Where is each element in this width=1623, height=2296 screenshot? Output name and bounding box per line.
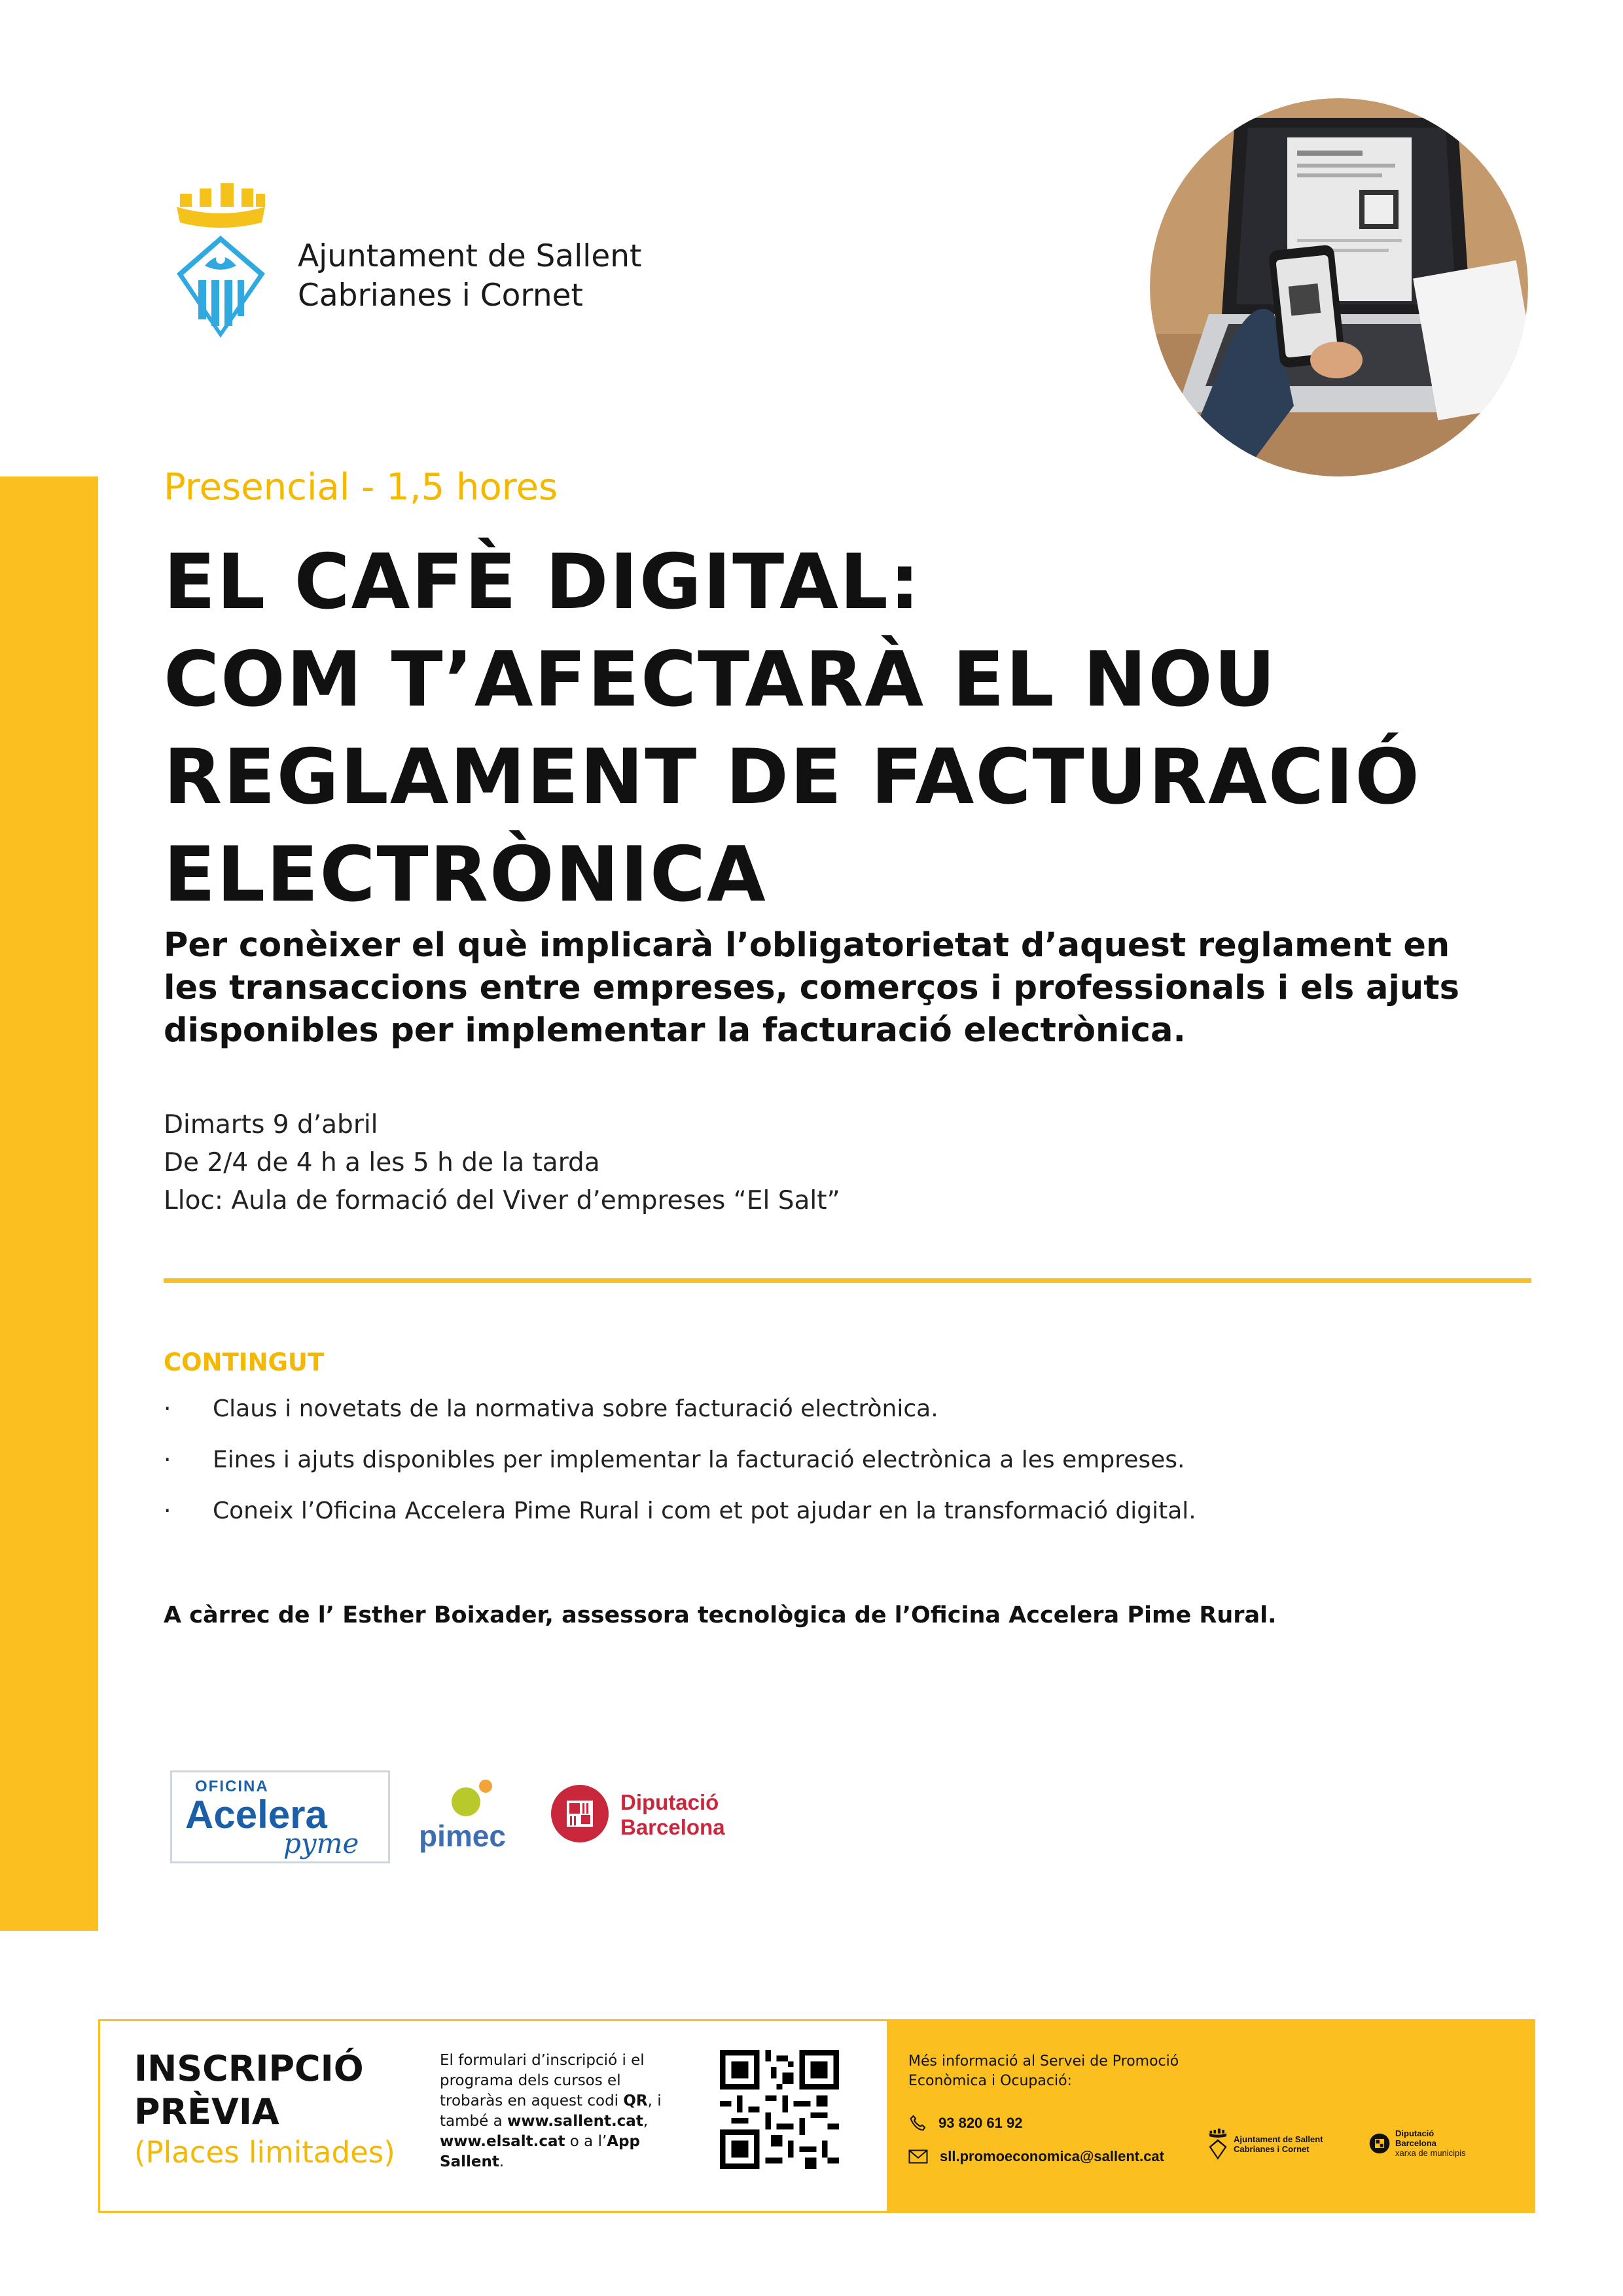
diputacio-seal-icon (550, 1784, 610, 1844)
org-name-line1: Ajuntament de Sallent (298, 238, 642, 274)
phone-number: 93 820 61 92 (938, 2115, 1023, 2131)
form-qr-word: QR (623, 2092, 648, 2109)
registration-title-line1: INSCRIPCIÓ (134, 2048, 364, 2089)
bullet-icon: · (164, 1446, 171, 1473)
form-text: El formulari d’inscripció i el programa dels cursos el trobaràs en aquest codi (440, 2052, 645, 2109)
mini-ajuntament-text (1234, 2134, 1323, 2154)
event-title (164, 533, 1538, 924)
phone-icon (908, 2114, 927, 2132)
mini-crest-icon (1207, 2128, 1228, 2160)
sallent-link[interactable]: www.sallent.cat (507, 2113, 643, 2130)
registration-instructions (440, 2051, 682, 2172)
form-text: . (499, 2153, 505, 2170)
event-place: Lloc: Aula de formació del Viver d’empreses “El Salt” (164, 1186, 840, 1215)
mini-dip-line3: xarxa de municipis (1395, 2148, 1466, 2158)
acelera-pyme-logo (170, 1770, 390, 1863)
email-address: sll.promoeconomica@sallent.cat (940, 2148, 1164, 2164)
diputacio-line1: Diputació (620, 1790, 719, 1814)
pimec-dots-icon (445, 1777, 504, 1818)
modality-label: Presencial - 1,5 hores (164, 466, 558, 509)
org-name (298, 237, 641, 315)
bullet-icon: · (164, 1498, 171, 1524)
diputacio-text (620, 1790, 725, 1840)
diputacio-barcelona-logo (550, 1784, 733, 1849)
presenter-line: A càrrec de l’ Esther Boixader, assessora tecnològica de l’Oficina Accelera Pime Rural. (164, 1602, 1277, 1628)
pyme-text: pyme (283, 1827, 359, 1859)
list-item (164, 1498, 1196, 1549)
event-date: Dimarts 9 d’abril (164, 1110, 378, 1139)
list-item (164, 1446, 1196, 1498)
list-item-text: Claus i novetats de la normativa sobre facturació electrònica. (213, 1395, 938, 1422)
left-yellow-band (0, 476, 98, 1931)
form-text: o a l’ (565, 2133, 607, 2150)
title-line: REGLAMENT DE FACTURACIÓ (164, 733, 1421, 821)
acelera-oficina-text: OFICINA (195, 1778, 269, 1795)
mini-diputacio-text (1395, 2128, 1466, 2158)
mini-diputacio-logo (1369, 2128, 1466, 2158)
registration-qr-code[interactable] (720, 2050, 839, 2169)
mini-aj-line2: Cabrianes i Cornet (1234, 2144, 1310, 2154)
mini-ajuntament-logo (1207, 2128, 1323, 2160)
event-details (164, 1106, 840, 1220)
registration-title (134, 2047, 364, 2134)
mini-diputacio-seal-icon (1369, 2133, 1390, 2154)
list-item-text: Eines i ajuts disponibles per implementar la facturació electrònica a les empreses. (213, 1446, 1185, 1473)
title-line: ELECTRÒNICA (164, 831, 767, 919)
lead-line: Per conèixer el què implicarà l’obligatorietat d’aquest reglament en (164, 926, 1450, 965)
registration-title-line2: PRÈVIA (134, 2091, 279, 2132)
bullet-icon: · (164, 1395, 171, 1422)
pimec-logo (419, 1777, 517, 1862)
lead-line: les transaccions entre empreses, comerços i professionals i els ajuts (164, 969, 1459, 1007)
phone-contact[interactable] (908, 2114, 1022, 2132)
mail-icon (908, 2149, 928, 2164)
event-lead (164, 924, 1505, 1052)
acelera-text: Acelera (185, 1793, 327, 1837)
content-list (164, 1395, 1196, 1549)
sallent-crest-icon (173, 182, 268, 339)
org-name-line2: Cabrianes i Cornet (298, 278, 583, 314)
content-heading: CONTINGUT (164, 1348, 325, 1376)
list-item (164, 1395, 1196, 1446)
more-info-text: Més informació al Servei de Promoció Econòmica i Ocupació: (908, 2053, 1179, 2089)
app-sallent-text: App Sallent (440, 2133, 641, 2170)
section-divider (164, 1278, 1531, 1283)
mini-dip-line2: Barcelona (1395, 2138, 1436, 2148)
list-item-text: Coneix l’Oficina Accelera Pime Rural i com et pot ajudar en la transformació digital. (213, 1498, 1196, 1524)
places-limited: (Places limitades) (134, 2135, 395, 2170)
e-invoice-photo (1150, 98, 1528, 476)
mini-dip-line1: Diputació (1395, 2128, 1435, 2138)
title-line: EL CAFÈ DIGITAL: (164, 538, 921, 626)
pimec-text: pimec (419, 1819, 506, 1853)
form-text: , (643, 2113, 649, 2130)
event-time: De 2/4 de 4 h a les 5 h de la tarda (164, 1148, 600, 1177)
mini-aj-line1: Ajuntament de Sallent (1234, 2134, 1323, 2144)
form-text: , i també a (440, 2092, 662, 2130)
title-line: COM T’AFECTARÀ EL NOU (164, 636, 1277, 724)
lead-line: disponibles per implementar la facturació electrònica. (164, 1011, 1186, 1050)
elsalt-link[interactable]: www.elsalt.cat (440, 2133, 565, 2150)
email-contact[interactable] (908, 2148, 1164, 2165)
diputacio-line2: Barcelona (620, 1815, 725, 1839)
